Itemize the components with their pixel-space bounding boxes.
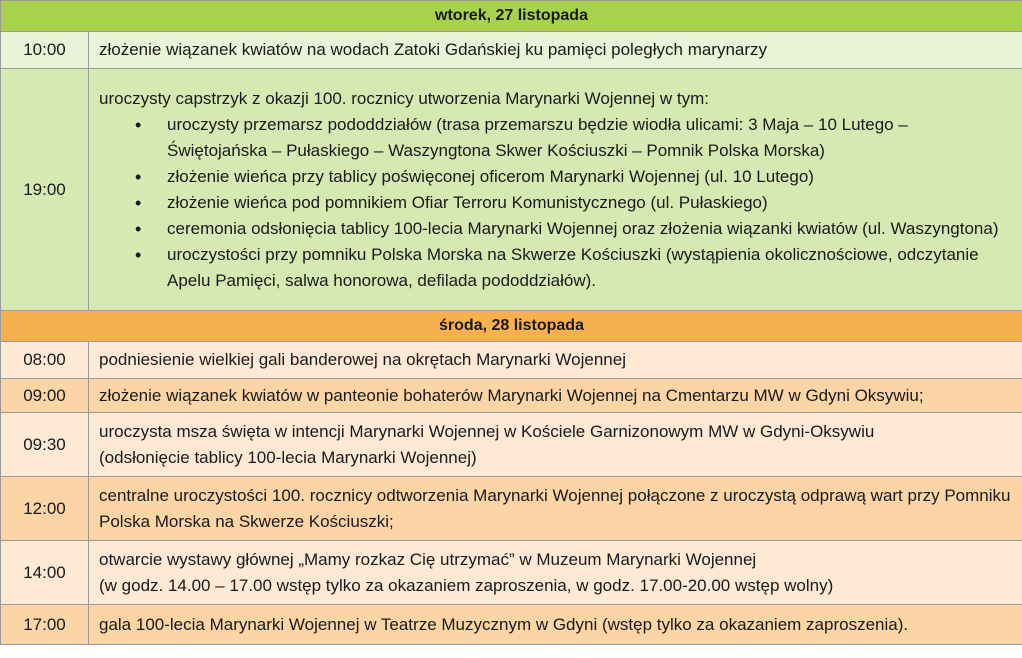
table-row xyxy=(1,605,1022,645)
event-description: gala 100-lecia Marynarki Wojennej w Teatrze Muzycznym w Gdyni (wstęp tylko za okazaniem zaproszenia). xyxy=(89,605,1022,645)
event-time: 09:30 xyxy=(1,413,89,477)
table-row xyxy=(1,413,1022,477)
event-description xyxy=(89,69,1022,311)
event-text: otwarcie wystawy głównej „Mamy rozkaz Cię utrzymać” w Muzeum Marynarki Wojennej xyxy=(99,549,757,569)
event-description: podniesienie wielkiej gali banderowej na okrętach Marynarki Wojennej xyxy=(89,342,1022,379)
event-intro: uroczysty capstrzyk z okazji 100. rocznicy utworzenia Marynarki Wojennej w tym: xyxy=(99,88,709,108)
event-note: (odsłonięcie tablicy 100-lecia Marynarki Wojennej) xyxy=(99,447,477,467)
list-item: • złożenie wieńca przy tablicy poświęconej oficerom Marynarki Wojennej (ul. 10 Lutego) xyxy=(167,164,1012,190)
table-row xyxy=(1,477,1022,541)
table-row xyxy=(1,32,1022,69)
event-time: 12:00 xyxy=(1,477,89,541)
day-header-row xyxy=(1,1,1022,32)
day-header-row xyxy=(1,311,1022,342)
event-time: 19:00 xyxy=(1,69,89,311)
list-item: • uroczysty przemarsz pododdziałów (trasa przemarszu będzie wiodła ulicami: 3 Maja – 10 Lutego – Świętojańska – Pułaskiego – Waszyngtona Skwer Kościuszki – Pomnik Polska Morska) xyxy=(167,112,1012,164)
event-time: 08:00 xyxy=(1,342,89,379)
event-time: 10:00 xyxy=(1,32,89,69)
event-description: centralne uroczystości 100. rocznicy odtworzenia Marynarki Wojennej połączone z uroczystą odprawą wart przy Pomniku Polska Morska na Skwerze Kościuszki; xyxy=(89,477,1022,541)
event-note: (w godz. 14.00 – 17.00 wstęp tylko za okazaniem zaproszenia, w godz. 17.00-20.00 wstęp wolny) xyxy=(99,575,834,595)
list-item: • złożenie wieńca pod pomnikiem Ofiar Terroru Komunistycznego (ul. Pułaskiego) xyxy=(167,190,1012,216)
event-description xyxy=(89,413,1022,477)
list-item: • ceremonia odsłonięcia tablicy 100-lecia Marynarki Wojennej oraz złożenia wiązanki kwiatów (ul. Waszyngtona) xyxy=(167,216,1012,242)
event-description: złożenie wiązanek kwiatów w panteonie bohaterów Marynarki Wojennej na Cmentarzu MW w Gdyni Oksywiu; xyxy=(89,379,1022,413)
event-sublist xyxy=(99,112,1012,294)
event-time: 17:00 xyxy=(1,605,89,645)
day-section-tuesday xyxy=(1,1,1022,311)
day-heading: wtorek, 27 listopada xyxy=(1,1,1022,32)
day-section-wednesday xyxy=(1,311,1022,645)
list-item: • uroczystości przy pomniku Polska Morska na Skwerze Kościuszki (wystąpienia okolicznościowe, odczytanie Apelu Pamięci, salwa honorowa, defilada pododdziałów). xyxy=(167,242,1012,294)
event-time: 09:00 xyxy=(1,379,89,413)
event-description: złożenie wiązanek kwiatów na wodach Zatoki Gdańskiej ku pamięci poległych marynarzy xyxy=(89,32,1022,69)
table-row xyxy=(1,541,1022,605)
event-description xyxy=(89,541,1022,605)
event-time: 14:00 xyxy=(1,541,89,605)
day-heading: środa, 28 listopada xyxy=(1,311,1022,342)
event-text: uroczysta msza święta w intencji Marynarki Wojennej w Kościele Garnizonowym MW w Gdyni-Oksywiu xyxy=(99,421,875,441)
table-row xyxy=(1,342,1022,379)
table-row xyxy=(1,379,1022,413)
table-row xyxy=(1,69,1022,311)
